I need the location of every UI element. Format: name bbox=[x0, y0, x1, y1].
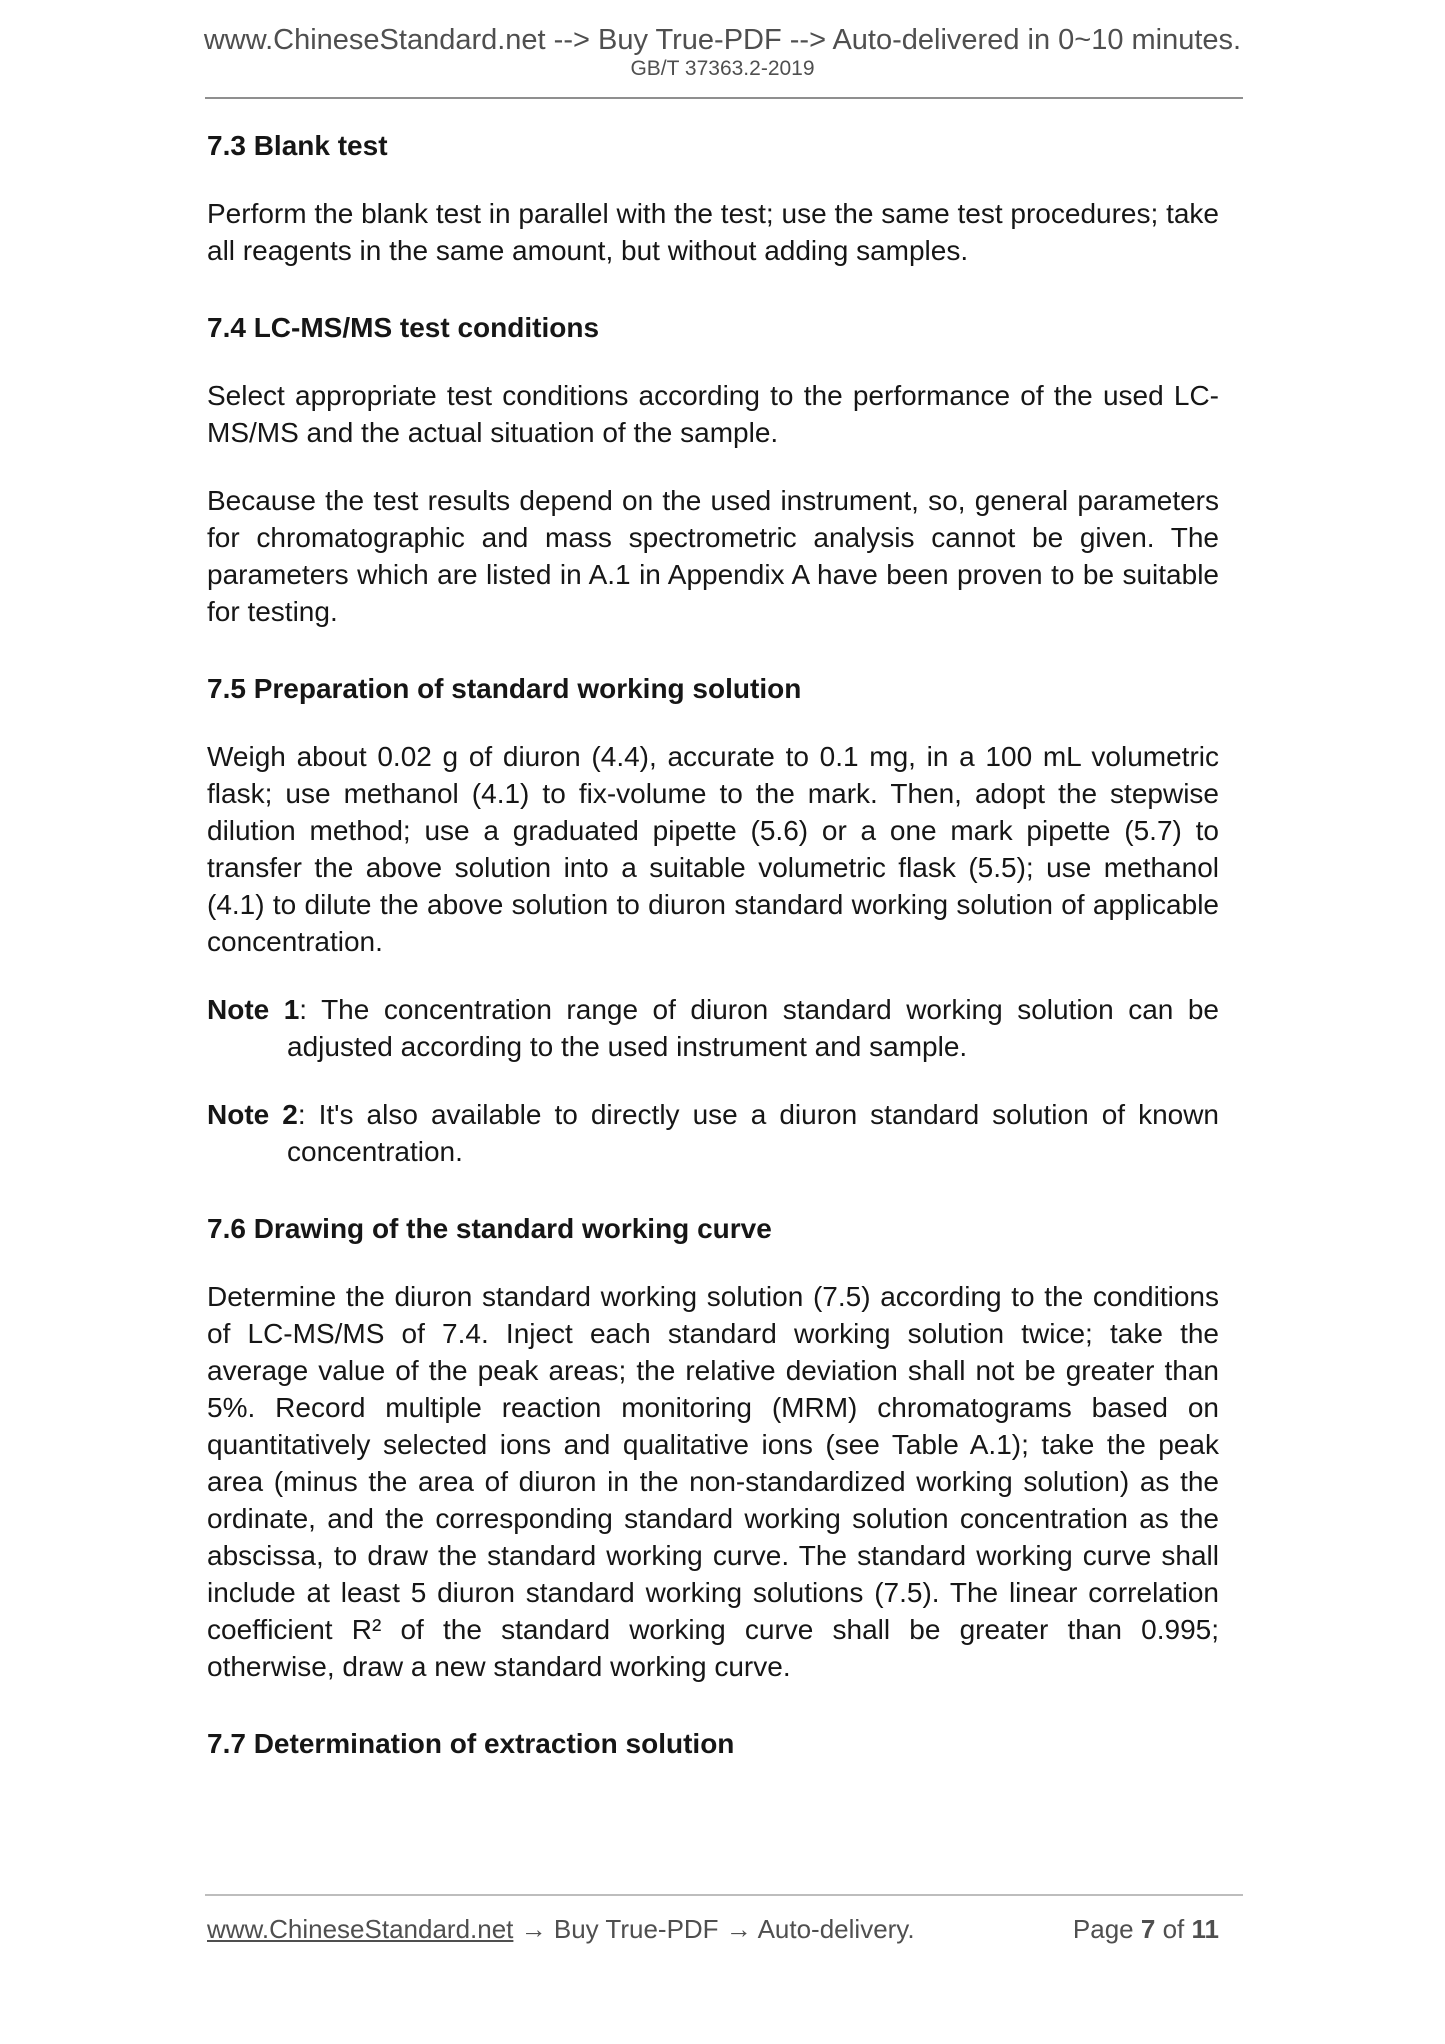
paragraph-test-conditions-1: Select appropriate test conditions according to the performance of the used LC-MS/MS and the actual situation of the sample. bbox=[207, 380, 1219, 448]
page-label: Page bbox=[1072, 1914, 1134, 1944]
page-of: of bbox=[1162, 1914, 1185, 1944]
note-2 bbox=[207, 1096, 1219, 1170]
section-heading-7-4: 7.4 LC-MS/MS test conditions bbox=[207, 312, 600, 343]
note-1-text: : The concentration range of diuron standard working solution can be adjusted according to the used instrument and sample. bbox=[287, 994, 1219, 1062]
footer-website-link[interactable]: www.ChineseStandard.net bbox=[207, 1914, 514, 1944]
note-1-label: Note 1 bbox=[207, 994, 300, 1025]
paragraph-preparation: Weigh about 0.02 g of diuron (4.4), accurate to 0.1 mg, in a 100 mL volumetric flask; use methanol (4.1) to fix-volume to the mark. Then, adopt the stepwise dilution method; use a graduated pipette (5.6) or a one mark pipette (5.7) to transfer the above solution into a suitable volumetric flask (5.5); use methanol (4.1) to dilute the above solution to diuron standard working solution of applicable concentration. bbox=[207, 741, 1219, 957]
section-heading-7-3: 7.3 Blank test bbox=[207, 130, 388, 161]
page-total: 11 bbox=[1191, 1914, 1219, 1944]
section-heading-7-6: 7.6 Drawing of the standard working curve bbox=[207, 1213, 772, 1244]
note-1 bbox=[207, 991, 1219, 1065]
paragraph-working-curve: Determine the diuron standard working solution (7.5) according to the conditions of LC-MS/MS of 7.4. Inject each standard working solution twice; take the average value of the peak areas; the relative deviation shall not be greater than 5%. Record multiple reaction monitoring (MRM) chromatograms based on quantitatively selected ions and qualitative ions (see Table A.1); take the peak area (minus the area of diuron in the non-standardized working solution) as the ordinate, and the corresponding standard working solution concentration as the abscissa, to draw the standard working curve. The standard working curve shall include at least 5 diuron standard working solutions (7.5). The linear correlation coefficient R² of the standard working curve shall be greater than 0.995; otherwise, draw a new standard working curve. bbox=[207, 1281, 1219, 1682]
footer-tagline-rest: → Buy True-PDF → Auto-delivery. bbox=[513, 1914, 915, 1944]
note-2-text: : It's also available to directly use a diuron standard solution of known concentration. bbox=[287, 1099, 1220, 1167]
paragraph-test-conditions-2: Because the test results depend on the used instrument, so, general parameters for chromatographic and mass spectrometric analysis cannot be given. The parameters which are listed in A.1 in Appendix A have been proven to be suitable for testing. bbox=[207, 485, 1219, 627]
page-indicator bbox=[1073, 1912, 1219, 1946]
note-2-label: Note 2 bbox=[207, 1099, 298, 1130]
document-body bbox=[207, 127, 1219, 1762]
page-footer bbox=[207, 1912, 1219, 1946]
standard-number: GB/T 37363.2-2019 bbox=[630, 57, 815, 80]
section-heading-7-5: 7.5 Preparation of standard working solution bbox=[207, 673, 802, 704]
section-heading-7-7: 7.7 Determination of extraction solution bbox=[207, 1728, 735, 1759]
page-current: 7 bbox=[1140, 1914, 1156, 1944]
footer-divider bbox=[205, 1894, 1243, 1896]
paragraph-blank-test: Perform the blank test in parallel with the test; use the same test procedures; take all reagents in the same amount, but without adding samples. bbox=[207, 198, 1219, 266]
header-tagline: www.ChineseStandard.net --> Buy True-PDF --> Auto-delivered in 0~10 minutes. bbox=[203, 24, 1242, 56]
footer-tagline bbox=[207, 1912, 915, 1946]
page-header bbox=[0, 0, 1445, 81]
header-divider bbox=[205, 97, 1243, 99]
